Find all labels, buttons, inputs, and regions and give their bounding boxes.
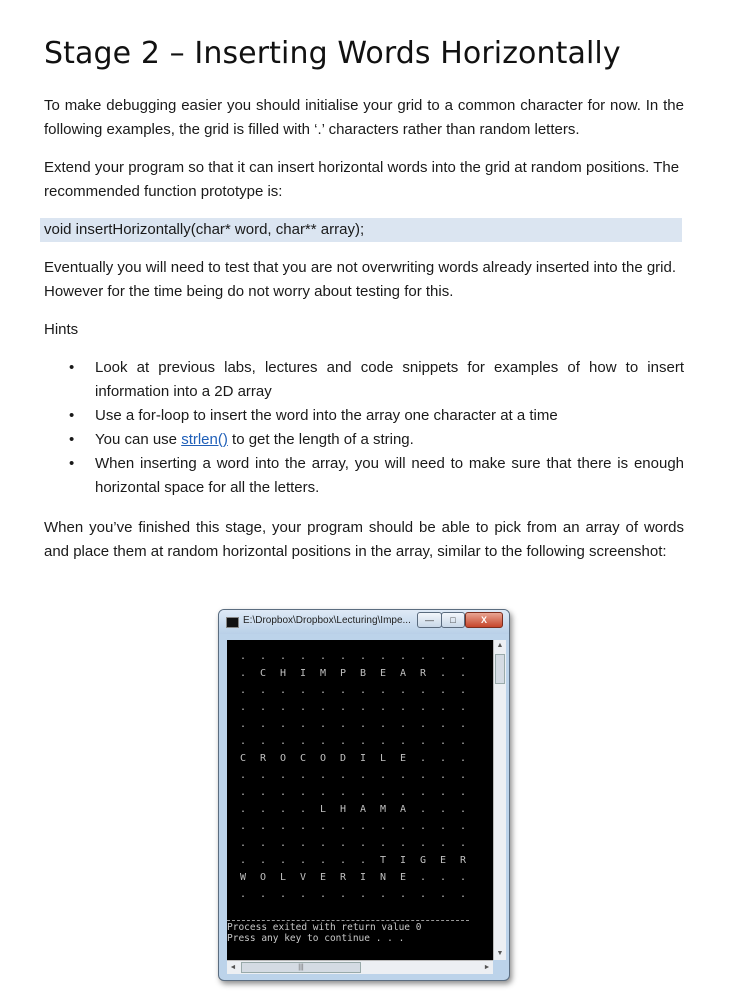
grid-cell: . [279,770,287,781]
grid-cell: . [239,685,247,696]
word-grid [233,648,473,903]
grid-cell: . [439,753,447,764]
grid-cell: . [359,855,367,866]
close-button[interactable]: X [465,612,503,628]
grid-cell: . [319,702,327,713]
grid-cell: . [439,838,447,849]
console-output [227,640,493,960]
grid-cell: . [339,889,347,900]
grid-cell: . [419,770,427,781]
grid-row [233,835,473,852]
grid-cell: . [279,804,287,815]
scroll-right-icon[interactable]: ► [483,964,491,971]
page-title: Stage 2 – Inserting Words Horizontally [44,36,621,71]
grid-cell: . [319,651,327,662]
grid-cell: E [319,872,327,883]
list-item: • Look at previous labs, lectures and code snippets for examples of how to insert information into a 2D array [44,356,684,404]
grid-cell: . [359,736,367,747]
grid-cell: . [399,651,407,662]
grid-cell: . [459,719,467,730]
grid-cell: . [379,719,387,730]
grid-cell: . [359,685,367,696]
grid-cell: . [459,668,467,679]
grid-cell: . [399,787,407,798]
grid-cell: . [239,702,247,713]
grid-cell: . [459,804,467,815]
grid-cell: . [299,651,307,662]
vertical-scrollbar[interactable] [493,640,506,960]
grid-cell: . [459,872,467,883]
grid-cell: N [379,872,387,883]
grid-cell: M [379,804,387,815]
grid-cell: . [399,770,407,781]
grid-cell: . [239,855,247,866]
grid-cell: . [259,855,267,866]
grid-cell: . [379,838,387,849]
grid-cell: . [259,838,267,849]
grid-cell: . [279,838,287,849]
grid-cell: . [319,685,327,696]
grid-cell: . [399,702,407,713]
grid-cell: . [439,872,447,883]
grid-cell: . [239,651,247,662]
grid-cell: . [419,719,427,730]
grid-cell: R [419,668,427,679]
output-divider [227,920,469,921]
grid-cell: O [279,753,287,764]
grid-cell: . [299,855,307,866]
grid-cell: R [259,753,267,764]
grid-cell: . [439,889,447,900]
grid-cell: . [359,651,367,662]
grid-cell: . [359,702,367,713]
grid-cell: . [239,770,247,781]
grid-cell: . [339,719,347,730]
grid-cell: . [339,821,347,832]
paragraph-extend: Extend your program so that it can insert horizontal words into the grid at random positions. The recommended function prototype is: [44,159,680,200]
grid-cell: . [339,651,347,662]
grid-cell: . [319,838,327,849]
grid-cell: H [279,668,287,679]
list-item: • When inserting a word into the array, you will need to make sure that there is enough horizontal space for all the letters. [44,452,684,500]
grid-cell: . [259,651,267,662]
grid-cell: . [399,719,407,730]
list-item: • Use a for-loop to insert the word into the array one character at a time [44,404,684,428]
bullet-icon: • [69,455,75,472]
grid-cell: T [379,855,387,866]
grid-cell: . [439,719,447,730]
grid-cell: . [279,651,287,662]
grid-row [233,784,473,801]
grid-cell: . [459,821,467,832]
grid-cell: . [339,855,347,866]
grid-cell: E [399,872,407,883]
grid-cell: . [459,838,467,849]
grid-row [233,699,473,716]
grid-cell: O [319,753,327,764]
grid-cell: . [259,685,267,696]
grid-cell: G [419,855,427,866]
paragraph-intro: To make debugging easier you should initialise your grid to a common character for now. In the following examples, the grid is filled with ‘.’ characters rather than random letters. [44,97,684,138]
grid-cell: . [439,821,447,832]
grid-cell: . [339,838,347,849]
grid-cell: . [279,685,287,696]
grid-cell: . [419,872,427,883]
horizontal-scroll-thumb[interactable]: ||| [241,962,361,973]
grid-cell: C [299,753,307,764]
console-app-icon [226,617,239,628]
grid-cell: . [439,804,447,815]
grid-cell: . [239,668,247,679]
grid-cell: . [359,889,367,900]
grid-cell: B [359,668,367,679]
window-titlebar [219,610,509,634]
grid-cell: . [419,838,427,849]
grid-cell: . [239,787,247,798]
strlen-link[interactable]: strlen() [181,431,228,448]
grid-cell: . [459,787,467,798]
grid-cell: . [239,736,247,747]
grid-cell: . [439,702,447,713]
bullet-icon: • [69,407,75,424]
grid-cell: . [419,753,427,764]
grid-cell: . [339,685,347,696]
grid-cell: . [279,889,287,900]
grid-cell: A [399,668,407,679]
vertical-scroll-thumb[interactable] [495,654,505,684]
grid-cell: . [259,719,267,730]
grid-cell: . [259,787,267,798]
hints-list [44,356,684,500]
grid-row [233,801,473,818]
grid-cell: . [299,821,307,832]
grid-cell: . [239,821,247,832]
grid-cell: L [379,753,387,764]
grid-cell: I [399,855,407,866]
grid-cell: . [419,889,427,900]
grid-cell: . [439,736,447,747]
grid-cell: . [259,702,267,713]
grid-cell: . [459,651,467,662]
grid-cell: . [399,821,407,832]
grid-cell: . [239,719,247,730]
grid-cell: I [359,753,367,764]
grid-cell: R [339,872,347,883]
grid-cell: . [399,736,407,747]
grid-cell: . [279,719,287,730]
grid-cell: . [359,821,367,832]
grid-cell: . [379,889,387,900]
grid-cell: . [359,719,367,730]
grid-cell: W [239,872,247,883]
paragraph-finished: When you’ve finished this stage, your program should be able to pick from an array of words and place them at random horizontal positions in the array, similar to the following screenshot: [44,519,684,560]
maximize-button[interactable]: □ [441,612,465,628]
grid-cell: . [239,889,247,900]
grid-cell: V [299,872,307,883]
grid-cell: C [239,753,247,764]
grid-cell: . [299,889,307,900]
grid-cell: . [259,770,267,781]
bullet-icon: • [69,431,75,448]
grid-cell: . [379,770,387,781]
grid-row [233,886,473,903]
grid-cell: . [419,685,427,696]
grid-cell: L [319,804,327,815]
paragraph-eventually: Eventually you will need to test that you are not overwriting words already inserted into the grid. However for the time being do not worry about testing for this. [44,259,677,300]
grid-cell: . [439,770,447,781]
grid-cell: . [379,702,387,713]
grid-cell: . [319,787,327,798]
grid-cell: . [419,787,427,798]
grid-row [233,750,473,767]
grid-cell: . [399,685,407,696]
horizontal-scrollbar[interactable] [227,960,493,974]
grid-row [233,682,473,699]
grid-cell: . [239,804,247,815]
grid-cell: . [279,736,287,747]
grid-cell: . [459,702,467,713]
grid-row [233,869,473,886]
grid-cell: . [279,855,287,866]
grid-row [233,852,473,869]
grid-row [233,648,473,665]
grid-cell: . [279,821,287,832]
grid-cell: . [339,770,347,781]
grid-cell: . [299,702,307,713]
grid-cell: A [359,804,367,815]
grid-cell: . [339,702,347,713]
scroll-left-icon[interactable]: ◄ [229,964,237,971]
grid-cell: . [359,770,367,781]
grid-cell: . [399,889,407,900]
window-title: E:\Dropbox\Dropbox\Lecturing\Impe... [243,615,411,626]
grid-cell: . [339,787,347,798]
grid-cell: . [279,787,287,798]
grid-cell: . [319,889,327,900]
hints-label: Hints [44,321,79,338]
grid-cell: . [379,736,387,747]
grid-cell: A [399,804,407,815]
grid-cell: D [339,753,347,764]
bullet-icon: • [69,359,75,376]
code-prototype: void insertHorizontally(char* word, char** array); [40,218,682,242]
grid-cell: . [259,736,267,747]
grid-cell: . [419,702,427,713]
grid-cell: . [259,804,267,815]
list-item: • You can use strlen() to get the length of a string. [44,428,684,452]
grid-cell: . [419,736,427,747]
grid-row [233,665,473,682]
grid-cell: C [259,668,267,679]
grid-cell: . [459,889,467,900]
grid-cell: . [419,804,427,815]
grid-cell: . [239,838,247,849]
grid-cell: L [279,872,287,883]
console-window-screenshot [218,609,510,981]
grid-cell: . [339,736,347,747]
grid-cell: . [419,651,427,662]
grid-cell: . [319,770,327,781]
grid-cell: . [459,770,467,781]
scroll-down-icon[interactable]: ▼ [496,950,504,957]
grid-cell: M [319,668,327,679]
grid-cell: E [379,668,387,679]
grid-cell: . [359,838,367,849]
minimize-button[interactable]: — [417,612,442,628]
grid-cell: . [379,651,387,662]
grid-cell: I [359,872,367,883]
grid-cell: . [399,838,407,849]
grid-cell: . [459,685,467,696]
grid-cell: R [459,855,467,866]
grid-cell: . [439,685,447,696]
grid-cell: E [439,855,447,866]
grid-cell: H [339,804,347,815]
grid-cell: . [459,753,467,764]
scroll-up-icon[interactable]: ▲ [496,642,504,649]
grid-cell: . [259,821,267,832]
grid-cell: . [299,685,307,696]
grid-cell: . [319,821,327,832]
grid-cell: . [419,821,427,832]
grid-cell: . [439,668,447,679]
grid-cell: . [379,787,387,798]
grid-cell: . [279,702,287,713]
grid-row [233,818,473,835]
grid-cell: P [339,668,347,679]
grid-cell: O [259,872,267,883]
grid-cell: I [299,668,307,679]
grid-cell: . [299,719,307,730]
grid-cell: . [259,889,267,900]
grid-cell: . [319,736,327,747]
grid-cell: . [299,787,307,798]
process-output: Process exited with return value 0 Press any key to continue . . . [227,922,422,944]
grid-cell: . [459,736,467,747]
grid-cell: . [379,685,387,696]
grid-cell: . [299,838,307,849]
grid-cell: . [319,855,327,866]
grid-cell: . [439,651,447,662]
grid-cell: . [319,719,327,730]
grid-cell: . [379,821,387,832]
grid-cell: . [299,736,307,747]
grid-cell: . [299,804,307,815]
grid-row [233,733,473,750]
grid-cell: . [439,787,447,798]
grid-cell: . [299,770,307,781]
grid-cell: E [399,753,407,764]
grid-row [233,716,473,733]
grid-row [233,767,473,784]
grid-cell: . [359,787,367,798]
